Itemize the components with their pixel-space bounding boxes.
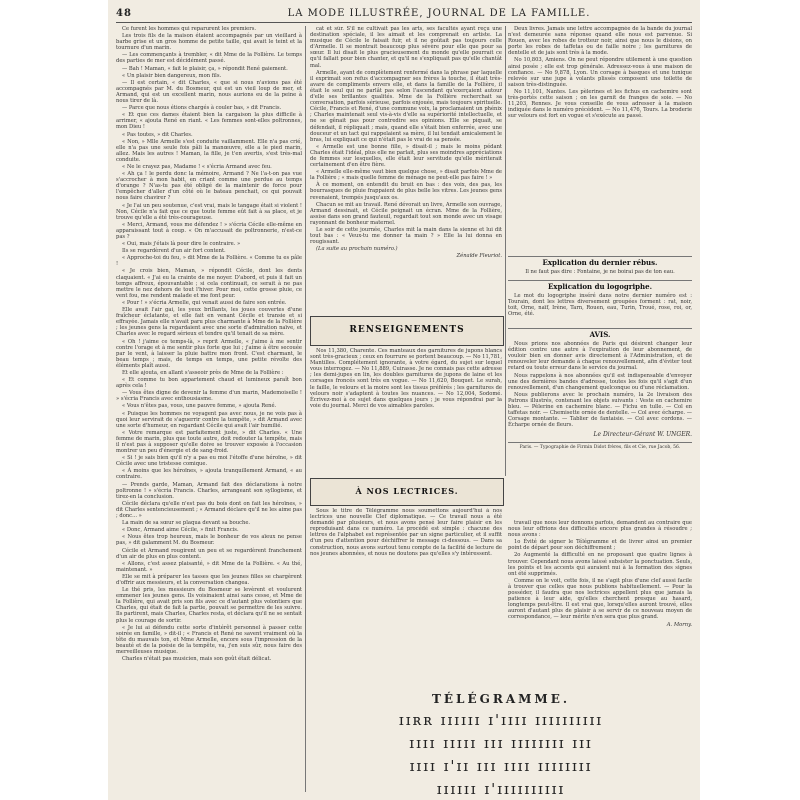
rebus-title: Explication du dernier rébus. <box>542 258 658 267</box>
column-rule <box>505 26 506 476</box>
paragraph: « Non, » Mlle Armelle s'est conduite vaillamment. Elle n'a pas crié, elle n'a pas une seule fois pâli la manœuvre, elle a le pied marin, allez. Mais les autres ! Maman, la fille, je t'en avertis, s'est très-mal conduite. <box>116 138 302 163</box>
paragraph: « Je crois bien, Maman, » répondit Cécile, dont les dents claquaient. « J'ai eu la crainte de me noyer. D'abord, et puis il fait un temps affreux, épouvantable ; si cela continuait, ce serait à ne pas mettre le nez dehors de tout l'hiver. Pour moi, cette grosse pluie, ce vent fou, me rendent malade et me font peur. <box>116 268 302 299</box>
paragraph: « Armelle est une bonne fille, » disait-il ; mais le moins pédant Charles était l'idéal, plus elle ne parlait, plus ses moindres appréciations de femmes sur lesquelles, elle était leur servitude qu'elle mériterait certainement d'en être fière. <box>310 143 502 169</box>
paragraph: Chacun se mit au travail. René dévorait un livre, Armelle son ouvrage, Armand dessinait, et Cécile peignait un écran. Mme de la Follière, assise dans son grand fauteuil, regardait tout son monde avec un visage rayonnant de bonheur maternel. <box>310 201 502 226</box>
paragraph: Le soir de cette journée, Charles mit la main dans la sienne et lui dit tout bas : « Veux-tu me donner ta main ? » Elle la lui donna en rougissant. <box>310 227 502 246</box>
paragraph: « Et que ces dames étaient bien la cargaison la plus difficile à arrimer, « ajouta René en riant. « Les femmes sont-elles poltronnes, mon Dieu ! <box>116 112 302 131</box>
paragraph: — Il est certain, « dit Charles, « que si nous n'avions pas été accompagnés par M. du Bosmeur, qui est un vieil loup de mer, et Armand, qui est un excellent marin, nous aurions eu de la peine à nous tirer de là. <box>116 79 302 105</box>
paragraph: travail que nous leur donnons parfois, demandent au contraire que nous leur offrions des difficultés encore plus grandes à résoudre ; nous avons : <box>508 520 692 539</box>
paragraph: Nos 11,380, Charente. Ces manteaux des garnitures de jupons blancs sont très-gracieux ; ceux en fourrure se portent beaucoup. — No 11,781, Mantilles. Complétement ignorante, à votre égard, du sujet sur lequel vous interrogez. — No 11,889, Cuirasse. Je ne connais pas cette adresse ; les demi-jupes en lin, les doubles garnitures de jupons de laine et les corsages froncés sont très en vogue. — No 11,620, Bouquet. Le surah, le faille, le velours et la moire sont les tissus préférés ; les garnitures de velours noir s'adaptent à toutes les nuances. — No 12,004, Sodomé. Écrivez-moi à ce sujet dans quelques jours ; je vous répondrai par la voie du journal. Merci de vos aimables paroles. <box>310 348 502 409</box>
lectrices-banner <box>310 478 504 506</box>
author-signature: Zénaïde Fleuriot. <box>456 253 502 260</box>
logogriphe-title: Explication du logogriphe. <box>547 282 653 291</box>
paragraph: « Vous n'êtes pas, vous, une pauvre femme, » ajouta René. <box>122 403 277 410</box>
to-be-continued: (La suite au prochain numéro.) <box>316 246 398 253</box>
lectrices-continued <box>508 520 692 688</box>
paragraph: — Les commençants à trembler, « dit Mme de la Follière. Le temps des parties de mer est décidément passé. <box>116 52 302 65</box>
paragraph: Ce furent les hommes qui reparurent les premiers. <box>122 26 257 32</box>
newspaper-page <box>108 0 700 800</box>
paragraph: « Oh ! j'aime ce temps-là, » reprit Armelle, « j'aime à me sentir contre l'orage et à me sentir plus forte que lui ; j'aime à être secouée par le vent, à laisser la pluie battre mon front. C'est charmant, le beau temps ; mais, de temps en temps, une petite révolte des éléments plaît aussi. <box>116 338 302 369</box>
paragraph: « Un plaisir bien dangereux, mon fils. <box>122 72 222 79</box>
paragraph: « Puisque les hommes ne voyagent pas avec nous, je ne vois pas à quoi leur servirait de s'aguerrir contre la tempête, » dit Armand avec une sorte d'humeur, en regardant Cécile qui avait l'air humilié. <box>116 410 302 429</box>
column-rule <box>305 26 306 792</box>
paragraph: Les trois fils de la maison étaient accompagnés par un vieillard à barbe grise et un gros homme de petite taille, qui avait le teint et la tournure d'un marin. <box>116 33 302 52</box>
telegram-puzzle <box>310 692 692 796</box>
paragraph: Cécile déclara qu'elle n'est pas du bois dont on fait les héroïnes, » dit Charles sentencieusement ; « Armand déclare qu'il ne les aime pas ; donc... » <box>116 500 302 520</box>
paragraph: — Parce que nous étions chargés à couler bas, » dit Francis. <box>122 105 282 112</box>
paragraph: 2o Augmenté la difficulté en ne proposant que quatre lignes à trouver. Cependant nous avons laissé subsister la ponctuation. Seuls, les points et les accents qui auraient nui à la formation des signes ont été supprimés. <box>508 552 692 577</box>
paragraph: — Vous êtes digne de devenir la femme d'un marin, Mademoiselle ! » s'écria Francis avec enthousiasme. <box>116 390 302 403</box>
paragraph: No 11,101, Nantes. Les pèlerines et les fichus en cachemire sont très-portés cette saison ; on les garnit de franges de soie. — No 11,203, Rennes. Je vous conseille de vous adresser à la maison indiquée dans le numéro précédent. — No 11,476, Tours. La broderie sur velours est fort en vogue et s'exécute au passé. <box>508 88 692 120</box>
page-number: 48 <box>116 8 132 19</box>
rebus-section <box>508 256 692 279</box>
lectrices-text <box>310 508 502 686</box>
paragraph: « Donc, Armand aime Cécile, » finit Francis. <box>122 527 239 534</box>
renseignements-banner <box>310 316 504 346</box>
renseignements-text <box>310 348 502 476</box>
paragraph: « Merci, Armand, vous me défendez ! » s'écria Cécile elle-même en apparaissant tout à coup. « On m'accusait de poltronnerie, n'est-ce pas ? <box>116 221 302 240</box>
director-signature: Le Directeur-Gérant W. UNGER. <box>593 431 692 439</box>
renseignements-title: RENSEIGNEMENTS <box>349 325 465 335</box>
paragraph: Ils se regardèrent d'un air fort content. <box>122 248 226 255</box>
paragraph: Nous prions nos abonnées de Paris qui désirent changer leur édition contre une autre à l'expiration de leur abonnement, de vouloir bien en donner avis directement à l'Administration, et de renouveler leur demande à chaque renouvellement, afin d'éviter tout retard ou toute erreur dans le service du journal. <box>508 341 692 372</box>
avis-title: AVIS. <box>589 330 611 339</box>
paragraph: « Ah ça ! le perdu donc la mémoire, Armand ? Ne l'a-t-on pas vue s'accrocher à mon habit, en criant comme une perdue au temps d'orange ? N'as-tu pas été obligé de la maintenir de force pour l'empêcher d'aller d'un côté où le bateau penchait, ce qui pouvait nous faire chavirer ? <box>116 171 302 202</box>
paragraph: Armelle, ayant de complètement renfermé dans la phrase par laquelle il exprimait son refus d'accompagner ses frères la touche, il était très-avare de compliments envers elle, et dans la famille de la Follière, il était le seul qui ne parlât pas selon l'ascendant qu'exerçaient autour d'elle ses brillantes qualités. Mme de la Follière recherchait sa conversation, parfois sérieuse, parfois enjouée, mais toujours spirituelle. Cécile, Francis et René, d'une commune voix, la proclamaient un phénix ; Charles maintenait seul vis-à-vis d'elle sa supériorité intellectuelle, et ne se gênait pas pour contredire ses opinions. Elle se piquait, se défendait, il répliquait ; mais, quand elle s'était bien enferrée, avec une douceur et un tact qui rappelaient sa mère, il lui tendait amicalement le bras, lui expliquait ce qui n'était pas le vrai de sa pensée. <box>310 69 502 143</box>
avis-section <box>508 328 692 509</box>
paragraph: « Nous êtes trop heureux, mais le bonheur de vos aïeux ne pense pas, » dit galamment M. du Bosmeur. <box>116 534 302 547</box>
paragraph: « Approche-toi du feu, » dit Mme de la Follière. « Comme tu es pâle ! <box>116 255 302 268</box>
paragraph: À ce moment, on entendit du bruit en bas : des voix, des pas, les bourrasques de pluie frappaient de plus belle les vitres. Les jeunes gens revenaient, trempés jusqu'aux os. <box>310 182 502 201</box>
author-signature: A. Morny. <box>666 621 692 628</box>
paragraph: Le thé pris, les messieurs du Bosmeur se levèrent et voulurent emmener les jeunes gens. Ils voisinaient ainsi sans cesse, et Mme de la Follière, qui avait pris son fils avec ce d'autant plus volontiers que Charles, qui était de fait la partie, pouvait se permettre de les suivre. Ils partirent, mais Charles, Charles resta, et déclara qu'il ne se sentait plus le courage de sortir. <box>116 587 302 624</box>
answers-column <box>508 26 692 248</box>
telegram-title: TÉLÉGRAMME. <box>431 692 571 706</box>
paragraph: Nous publierons avec le prochain numéro, la 2e livraison des Patrons illustrés, contenant les objets suivants : Veste en cachemire bleu. — Pèlerine en cachemire blanc. — Fichu en tulle. — Col en taffetas noir. — Chemisette ornée de dentelle. — Col avec écharpe. — Corsage montante. — Tablier de fantaisie. — Col avec cordons. — Écharpe ornée de fleurs. <box>508 391 692 429</box>
paragraph: Comme on le voit, cette fois, il ne s'agit plus d'une clef aussi facile à trouver que celles que nous publions habituellement. — Pour la posséder, il faudra que nos lectrices appellent plus que jamais la patience à leur aide, qu'elles cherchent presque au hasard, longtemps peut-être. Il est vrai que, lorsqu'elles auront trouvé, elles auront d'autant plus de plaisir à se servir de ce nouveau moyen de correspondance, — leur mérite n'en sera que plus grand. <box>508 577 692 621</box>
telegram-line: ɪɪʀʀ ɪɪɪɪɪɪ ɪ'ɪɪɪɪ ɪɪɪɪɪɪɪɪɪɪ <box>398 711 604 729</box>
paragraph: « Armelle elle-même vaut bien quelque chose, » disait parfois Mme de la Follière ; « mais quelle femme de ménage ne peut-elle pas faire ! » <box>310 169 502 182</box>
paragraph: No 10,803, Amiens. On ne peut répondre utilement à une question ainsi posée ; elle est trop générale. Adressez-vous à une maison de confiance. — No 9,878, Lyon. Un corsage à basques et une tunique relevée sur une jupe à volants plissés composent une toilette de saison très-distinguée. <box>508 57 692 88</box>
paragraph: Il ne faut pas dire : Fontaine, je ne boirai pas de ton eau. <box>525 269 675 276</box>
paragraph: « Je l'ai un peu soutenue, c'est vrai, mais le tangage était si violent ! Non, Cécile n'a fait que ce que toute femme eût fait à sa place, et je trouve qu'elle a été très-courageuse. <box>116 202 302 221</box>
journal-title: LA MODE ILLUSTRÉE, JOURNAL DE LA FAMILLE. <box>287 8 591 19</box>
paragraph: Elle se mit à préparer les tasses que les jeunes filles se chargèrent d'offrir aux messieurs, et la conversation changea. <box>116 573 302 586</box>
paragraph: « Si ! je sais bien qu'il n'y a pas eu moi l'étoffe d'une héroïne, » dit Cécile avec une tristesse comique. <box>116 455 302 468</box>
paragraph: Le mot du logogriphe inséré dans notre dernier numéro est : Tourain, dont les lettres diversement groupées forment : rat, noir, toit, Orne, naïf, Irène, Tarn, Rouen, eau, Turin, Troué, rose, roi, or, Orne, été. <box>508 293 692 318</box>
paragraph: « Je lui ai défendu cette sorte d'intérêt personnel à passer cette soirée en famille, » dit-il ; « Francis et René ne savent vraiment où la tête du mauvais ton, et Mme Armelle, encore sous l'impression de la beauté et de la poésie de la tempête, va, j'en suis sûr, nous faire des merveilleuses musique. <box>116 624 302 655</box>
paragraph: Elle avait l'air gai, les yeux brillants, les joues couvertes d'une fraîcheur éclatante, et elle fait en venant Cécile et transie et si effrayée. Jamais elle n'avait paru plus charmante à Mme de la Follière ; les jeunes gens la regardaient avec une sorte d'admiration naïve, et Charles avec le regard sérieux et tendre qu'il tenait de sa mère. <box>116 307 302 338</box>
printer-line: Paris. — Typographie de Firmin Didot frères, fils et Cie, rue Jacob, 56. <box>508 442 692 451</box>
paragraph: « Oui, mais j'étais là pour dire le contraire. » <box>122 241 241 248</box>
paragraph: cat et sûr. S'il ne cultivait pas les arts, ses facultés ayant reçu une destination spéciale, il les aimait et les comprenait en artiste. La musique de Cécile le faisait fuir, et il ne goûtait pas toujours celle d'Armelle. Il se montrait beaucoup plus sévère pour elle que pour sa sœur. Il lui disait le plus gracieusement du monde qu'elle pourrait ce qu'il fallait pour bien chanter, et qu'il ne s'expliquait pas qu'elle chantât mal. <box>310 26 502 69</box>
story-column-1 <box>116 26 302 792</box>
telegram-line: ɪɪɪɪ ɪ'ɪɪ ɪɪɪ ɪɪɪɪ ɪɪɪɪɪɪɪɪ <box>409 757 593 775</box>
paragraph: Cécile et Armand rougirent un peu et se regardèrent franchement d'un air de plus en plus content. <box>116 547 302 560</box>
paragraph: — Bah ! Maman, « fait le plaisir, ça, » répondit René gaiement. <box>122 65 288 72</box>
paragraph: — Prends garde, Maman, Armand fait des déclarations à notre poltronne ! » s'écria Francis. Charles, arrangeant son syllogisme, et tirez-en la conclusion. <box>116 481 302 500</box>
paragraph: 1o Évité de signer le Télégramme et de livrer ainsi un premier point de départ pour son déchiffrement ; <box>508 539 692 552</box>
telegram-line: ɪɪɪɪ ɪɪɪɪɪ ɪɪɪ ɪɪɪɪɪɪɪɪ ɪɪɪ <box>409 734 593 752</box>
paragraph: « Et comme tu bon appartement chaud et lumineux paraît bon après cela ! <box>116 377 302 390</box>
paragraph: « À moins que les héroïnes, » ajouta tranquillement Armand, « au contraire. <box>116 468 302 481</box>
paragraph: « Pour ! » s'écria Armelle, qui venait aussi de faire son entrée. <box>122 299 287 306</box>
paragraph: La main de sa sœur se plaqua devant sa bouche. <box>122 520 251 527</box>
paragraph: Charles n'était pas musicien, mais son goût était délicat. <box>122 656 272 663</box>
paragraph: Sous le titre de Télégramme nous soumettons aujourd'hui à nos lectrices une nouvelle Clef diplomatique. — Ce travail nous a été demandé par plusieurs, et nous avons pensé leur faire plaisir en les reproduisant dans ce numéro. Le procédé est simple : chacune des lettres de l'alphabet est représentée par un signe particulier, et il suffit d'un peu d'attention pour déchiffrer le message ci-dessous. — Dans sa construction, nous avons surtout tenu compte de la facilité de lecture de nos jeunes abonnées, et nous ne doutons pas qu'elles s'y intéressent. <box>310 508 502 557</box>
story-column-2 <box>310 26 502 308</box>
paragraph: « Votre remarque est parfaitement juste, » dit Charles. « Une femme de marin, plus que toute autre, doit redouter la tempête, mais il n'est pas à supposer qu'elle doive se trouver exposée à l'occasion montrer un peu d'énergie et de sang-froid. <box>116 429 302 455</box>
page-header <box>116 6 692 23</box>
paragraph: « Pas toutes, » dit Charles. <box>122 131 193 138</box>
telegram-line: ɪɪɪɪɪɪ ɪ'ɪɪɪɪɪɪɪɪɪɪ <box>436 780 566 798</box>
paragraph: Nous rappelons à nos abonnées qu'il est indispensable d'envoyer une des dernières bandes d'adresse, toutes les fois qu'il s'agit d'un renouvellement, d'un changement quelconque ou d'une réclamation. <box>508 372 692 391</box>
paragraph: Et elle ajouta, en allant s'asseoir près de Mme de la Follière : <box>122 369 284 376</box>
paragraph: Deux livres. Jamais une lettre accompagnée de la bande du journal n'est demeurée sans réponse quand elle nous est parvenue. Si Rouen, avec les robes de trotteur noir, ainsi que nous le disions, on porte les robes de taffetas ou de faille noire ; les garnitures de dentelle et de jais sont très à la mode. <box>508 26 692 57</box>
lectrices-title: À NOS LECTRICES. <box>355 486 459 496</box>
logogriphe-section <box>508 280 692 325</box>
paragraph: « Ne le crayez pas, Madame ! « s'écria Armand avec feu. <box>122 163 272 170</box>
paragraph: « Allons, c'est assez plaisanté, » dit Mme de la Follière. « Au thé, maintenant. » <box>116 560 302 573</box>
